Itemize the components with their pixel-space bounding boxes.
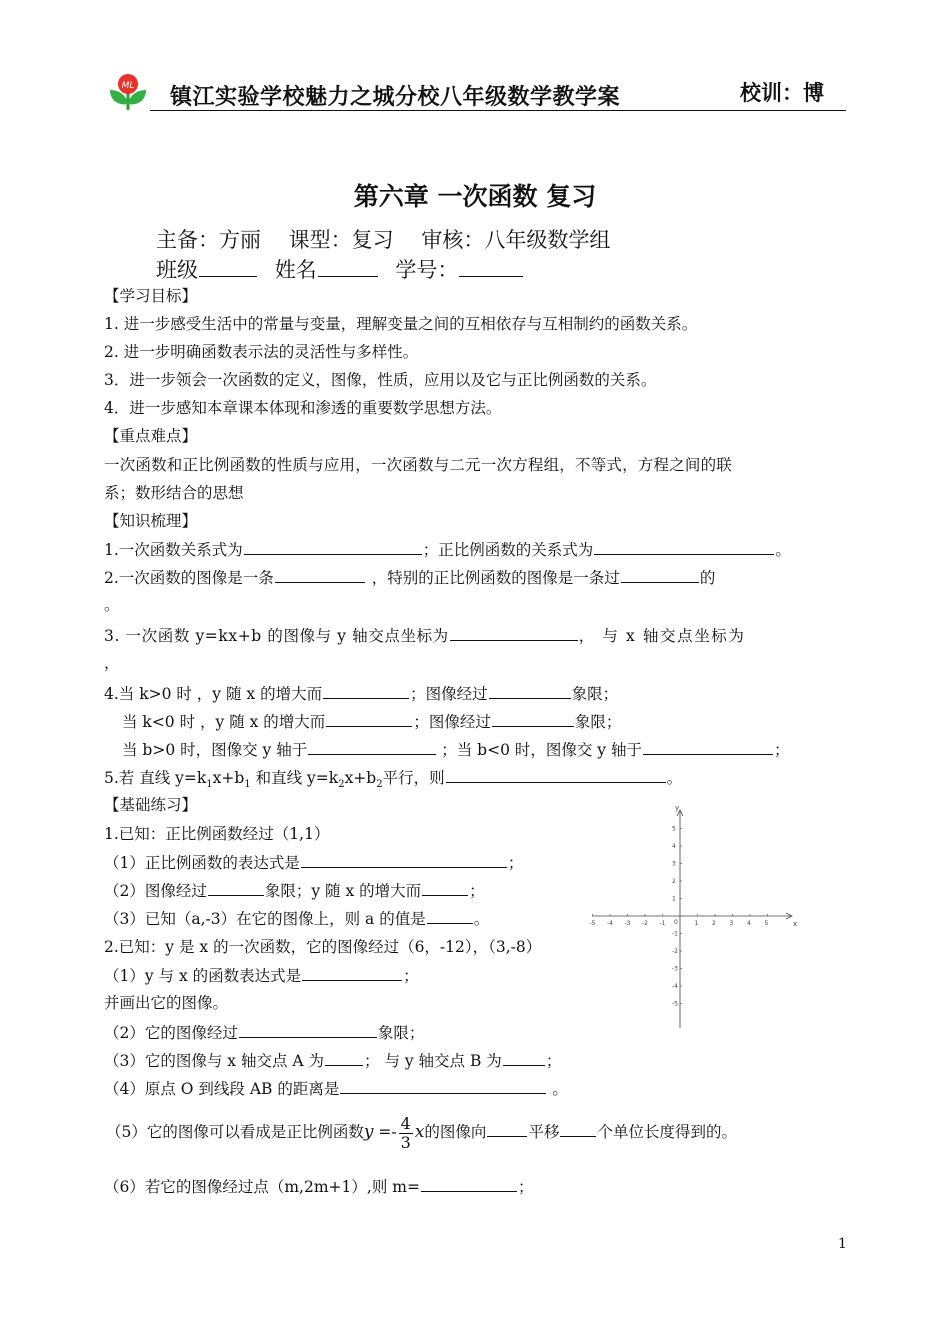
p2-5-text-b: 的图像向 — [424, 1123, 487, 1141]
q2-text-c: 的 — [699, 569, 716, 587]
p2-1-text-b: ； — [403, 967, 419, 985]
practice-q2-1 — [104, 965, 419, 986]
p2-5-blank-2[interactable] — [560, 1121, 596, 1137]
q1-text-a: 1.一次函数关系式为 — [104, 541, 243, 559]
p2-5-eq: =- — [373, 1123, 397, 1141]
practice-q1: 1.已知：正比例函数经过（1,1） — [104, 825, 330, 843]
x-tick-label: -3 — [624, 920, 631, 927]
coordinate-axes — [584, 800, 800, 1032]
page-title: 第六章 一次函数 复习 — [353, 182, 597, 211]
q4a-blank-2[interactable] — [489, 683, 571, 699]
q1-blank-1[interactable] — [244, 539, 422, 555]
y-tick-label: 1 — [672, 895, 676, 903]
p1-2-text-b: 象限；y 随 x 的增大而 — [264, 882, 422, 900]
p2-6-text-b: ； — [517, 1178, 534, 1196]
y-tick-label: -2 — [672, 948, 678, 955]
x-axis-label: x — [793, 920, 798, 928]
name-label: 姓名 — [274, 258, 317, 282]
p1-1-text-a: （1）正比例函数的表达式是 — [104, 854, 300, 872]
key-text-line1: 一次函数和正比例函数的性质与应用，一次函数与二元一次方程组，不等式，方程之间的联 — [104, 456, 733, 474]
p2-4-text-b: 。 — [547, 1080, 568, 1098]
p2-4-text-a: （4）原点 O 到线段 AB 的距离是 — [104, 1080, 340, 1098]
p2-5-text-a: （5）它的图像可以看成是正比例函数 — [106, 1123, 364, 1141]
knowledge-heading: 【知识梳理】 — [104, 512, 198, 530]
q4c-blank-1[interactable] — [308, 739, 436, 755]
q5-text-b: x+b — [212, 769, 245, 787]
q1-blank-2[interactable] — [594, 539, 774, 555]
q5-blank[interactable] — [446, 767, 666, 783]
p1-3-text-a: （3）已知（a,-3）在它的图像上，则 a 的值是 — [104, 910, 426, 928]
fraction-denominator: 3 — [400, 1132, 411, 1152]
practice-q2-4 — [104, 1078, 568, 1099]
q4c-blank-2[interactable] — [643, 739, 773, 755]
x-tick-label: -1 — [659, 920, 666, 927]
q5-text-a: 5.若 直线 y=k — [104, 769, 207, 787]
p2-3-text-a: （3）它的图像与 x 轴交点 A 为 — [104, 1052, 325, 1070]
p1-3-text-b: 。 — [473, 910, 490, 928]
p2-6-blank[interactable] — [421, 1176, 517, 1192]
y-tick-label: 5 — [672, 825, 676, 833]
p1-1-text-b: ； — [507, 854, 524, 872]
y-tick-label: -1 — [672, 930, 678, 938]
x-tick-label: 4 — [747, 920, 751, 927]
p1-2-blank-2[interactable] — [422, 880, 468, 896]
fraction-numerator: 4 — [400, 1113, 411, 1133]
p1-1-blank[interactable] — [301, 852, 507, 868]
knowledge-q4b — [122, 711, 621, 732]
p2-5-var-x: x — [414, 1122, 425, 1142]
knowledge-q3 — [104, 625, 746, 646]
name-blank[interactable] — [318, 261, 378, 277]
q4b-blank-1[interactable] — [326, 711, 412, 727]
y-tick-label: -5 — [672, 1000, 678, 1008]
origin-label: 0 — [674, 919, 678, 926]
y-tick-label: 4 — [672, 843, 676, 850]
p2-2-blank[interactable] — [239, 1022, 377, 1038]
y-tick-label: 3 — [672, 860, 676, 868]
p2-5-text-c: 平移 — [528, 1123, 560, 1141]
practice-q1-2 — [104, 880, 485, 901]
id-blank[interactable] — [459, 261, 523, 277]
q3-text-a: 3. 一次函数 y=kx+b 的图像与 y 轴交点坐标为 — [104, 627, 449, 645]
p2-3-text-c: ； — [545, 1052, 562, 1070]
p2-1-text-a: （1）y 与 x 的函数表达式是 — [104, 967, 302, 985]
q3-text-b: ， 与 x 轴交点坐标为 — [578, 627, 746, 645]
p2-3-text-b: ； 与 y 轴交点 B 为 — [364, 1052, 502, 1070]
q4b-text-1: 当 k<0 时 ，y 随 x 的增大而 — [122, 713, 326, 731]
p2-2-text-b: 象限； — [377, 1024, 425, 1042]
page-number: 1 — [838, 1236, 847, 1252]
id-label: 学号： — [395, 258, 459, 282]
practice-q2: 2.已知：y 是 x 的一次函数，它的图像经过（6，-12），（3,-8） — [104, 938, 542, 956]
student-info-line — [156, 254, 524, 284]
q1-text-b: ；正比例函数的关系式为 — [422, 541, 594, 559]
q4c-text-1: 当 b>0 时，图像交 y 轴于 — [122, 741, 308, 759]
q2-text-a: 2.一次函数的图像是一条 — [104, 569, 274, 587]
q3-end: ， — [104, 654, 120, 672]
svg-text:ML: ML — [121, 81, 135, 91]
p2-5-blank-1[interactable] — [487, 1121, 527, 1137]
q2-blank-2[interactable] — [621, 567, 699, 583]
practice-q2-5 — [106, 1110, 737, 1154]
meta-line: 主备：方丽 课型：复习 审核：八年级数学组 — [156, 228, 611, 252]
q5-sub-4: 2 — [376, 779, 383, 791]
x-tick-label: -2 — [642, 920, 648, 927]
x-tick-label: 5 — [764, 920, 769, 927]
q2-end: 。 — [104, 596, 120, 614]
p2-6-text-a: （6）若它的图像经过点（m,2m+1）,则 m= — [104, 1178, 420, 1196]
q3-blank-1[interactable] — [450, 625, 578, 641]
p1-2-text-c: ； — [469, 882, 485, 900]
q4a-text-3: 象限； — [571, 685, 619, 703]
q5-sub-2: 1 — [244, 779, 251, 791]
p1-2-text-a: （2）图像经过 — [104, 882, 207, 900]
goal-item: 1. 进一步感受生活中的常量与变量，理解变量之间的互相依存与互相制约的函数关系。 — [104, 315, 698, 333]
p2-1-blank[interactable] — [302, 965, 402, 981]
q4c-text-3: ； — [774, 741, 790, 759]
fraction — [399, 1115, 413, 1152]
p2-2-text-a: （2）它的图像经过 — [104, 1024, 238, 1042]
q5-sub-3: 2 — [338, 779, 345, 791]
knowledge-q5 — [104, 767, 682, 795]
p2-5-text-d: 个单位长度得到的。 — [597, 1123, 737, 1141]
p2-5-var-y: y — [363, 1122, 374, 1142]
p2-3-blank-1[interactable] — [325, 1050, 363, 1066]
class-blank[interactable] — [199, 261, 257, 277]
q4b-text-2: ；图像经过 — [413, 713, 491, 731]
practice-q1-1 — [104, 852, 523, 873]
q4b-text-3: 象限； — [574, 713, 622, 731]
q5-text-c: 和直线 y=k — [250, 769, 339, 787]
q5-text-f: 。 — [666, 769, 683, 787]
practice-q2-draw: 并画出它的图像。 — [104, 994, 229, 1012]
p1-2-blank-1[interactable] — [208, 880, 264, 896]
q2-text-b: ，特别的正比例函数的图像是一条过 — [371, 569, 620, 587]
p2-4-blank[interactable] — [340, 1078, 546, 1094]
q5-text-e: 平行，则 — [382, 769, 445, 787]
x-tick-label: 2 — [712, 920, 716, 927]
q1-text-c: 。 — [775, 541, 791, 559]
p1-3-blank[interactable] — [427, 908, 473, 924]
class-label: 班级 — [156, 258, 198, 282]
goals-heading: 【学习目标】 — [104, 287, 198, 305]
goal-item: 4．进一步感知本章课本体现和渗透的重要数学思想方法。 — [104, 399, 502, 417]
practice-q1-3 — [104, 908, 489, 929]
knowledge-q1 — [104, 539, 791, 560]
practice-heading: 【基础练习】 — [104, 796, 198, 814]
q5-sub-1: 1 — [206, 779, 213, 791]
goal-item: 2. 进一步明确函数表示法的灵活性与多样性。 — [104, 343, 419, 361]
q2-blank-1[interactable] — [275, 567, 365, 583]
y-tick-label: -4 — [672, 983, 678, 990]
knowledge-q4c — [122, 739, 790, 760]
x-tick-label: 3 — [729, 920, 734, 927]
y-axis-label: y — [675, 804, 680, 812]
knowledge-q4a — [104, 683, 618, 704]
key-heading: 【重点难点】 — [104, 427, 198, 445]
q4b-blank-2[interactable] — [492, 711, 574, 727]
school-name: 镇江实验学校魅力之城分校八年级数学教学案 — [170, 85, 621, 110]
p2-3-blank-2[interactable] — [503, 1050, 545, 1066]
knowledge-q2 — [104, 567, 715, 588]
school-logo — [108, 72, 148, 114]
key-text-line2: 系；数形结合的思想 — [104, 484, 244, 502]
practice-q2-3 — [104, 1050, 561, 1071]
x-tick-label: 1 — [694, 920, 699, 927]
header-divider — [150, 110, 846, 111]
q5-text-d: x+b — [344, 769, 377, 787]
q4a-text-2: ；图像经过 — [410, 685, 488, 703]
practice-q2-6 — [104, 1176, 533, 1197]
school-motto: 校训：博 — [740, 81, 824, 105]
q4a-text-1: 4.当 k>0 时 ，y 随 x 的增大而 — [104, 685, 323, 703]
q4c-text-2: ；当 b<0 时，图像交 y 轴于 — [441, 741, 642, 759]
y-tick-label: -3 — [672, 965, 678, 973]
goal-item: 3．进一步领会一次函数的定义，图像，性质，应用以及它与正比例函数的关系。 — [104, 371, 657, 389]
y-tick-label: 2 — [672, 878, 676, 885]
q4a-blank-1[interactable] — [323, 683, 409, 699]
x-tick-label: -5 — [589, 920, 596, 927]
x-tick-label: -4 — [607, 920, 613, 927]
logo-icon — [108, 72, 148, 114]
practice-q2-2 — [104, 1022, 424, 1043]
